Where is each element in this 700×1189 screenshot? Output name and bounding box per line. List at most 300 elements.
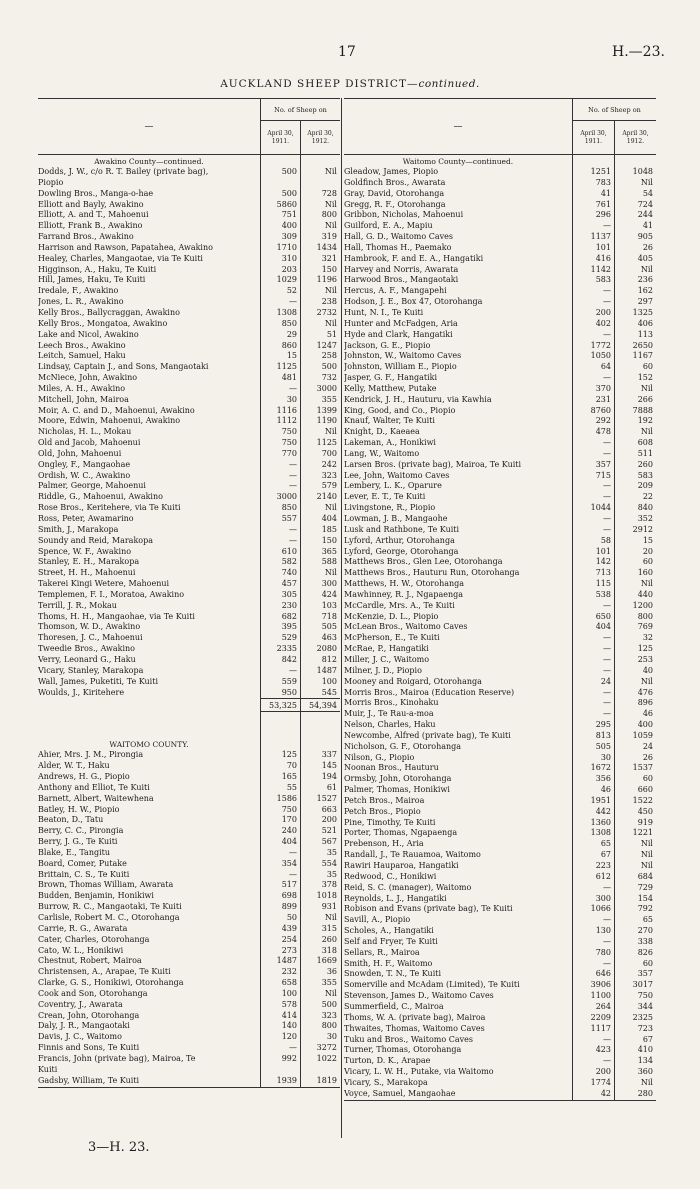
sheep-1912: 1125: [316, 438, 337, 448]
sheep-1911: 1050: [590, 351, 611, 361]
table-row: [38, 1000, 340, 1011]
sheep-1911: 899: [281, 902, 297, 912]
sheep-1911: —: [289, 524, 297, 534]
sheep-1912: 1247: [316, 340, 337, 350]
owner-name: Thoresen, J. C., Mahoenui: [38, 633, 143, 643]
owner-name: Ordish, W. C., Awakino: [38, 470, 131, 480]
sheep-1912: 280: [637, 1088, 653, 1098]
sheep-1911: 24: [600, 676, 611, 686]
table-row: [38, 601, 340, 612]
table-row: [344, 373, 656, 384]
sheep-1912: 2080: [316, 644, 337, 654]
owner-name: Carlisle, Robert M. C., Otorohanga: [38, 913, 180, 922]
table-row: [344, 481, 656, 492]
sheep-1912: 545: [321, 687, 337, 697]
table-row: [344, 1002, 656, 1013]
owner-name: Lowman, J. B., Mangaohe: [344, 514, 448, 523]
sheep-1911: —: [603, 915, 611, 925]
sheep-1911: 395: [281, 622, 297, 632]
table-row: [38, 783, 340, 794]
table-row: [38, 1043, 340, 1054]
table-row: [344, 915, 656, 926]
sheep-1912: 154: [637, 893, 653, 903]
sheep-1912: 253: [637, 654, 653, 664]
sheep-1911: 292: [595, 416, 611, 426]
sheep-1912: 185: [321, 524, 337, 534]
table-row: [38, 514, 340, 525]
owner-name: Miller, J. C., Waitomo: [344, 654, 430, 664]
sheep-1912: 1522: [632, 795, 653, 805]
sheep-1912: 660: [637, 785, 653, 795]
table-row: [344, 894, 656, 905]
sheep-1912: 100: [321, 676, 337, 686]
sheep-1912: 405: [637, 253, 653, 263]
sheep-1912: 3017: [632, 980, 653, 990]
sheep-1911: 1308: [276, 307, 297, 317]
owner-name: Hill, James, Haku, Te Kuiti: [38, 275, 146, 285]
table-row: [344, 1013, 656, 1024]
sheep-1911: 1137: [590, 232, 611, 242]
sheep-1912: 505: [321, 622, 337, 632]
sheep-1912: Nil: [640, 264, 653, 274]
sheep-1912: 46: [642, 709, 653, 719]
sheep-1911: 115: [595, 579, 611, 589]
owner-name: Knight, D., Kaeaea: [344, 427, 420, 437]
owner-name: Jackson, G. E., Piopio: [344, 340, 431, 350]
sheep-1911: 46: [600, 785, 611, 795]
sheep-1911: 416: [595, 253, 611, 263]
table-row: [344, 818, 656, 829]
owner-name: Thoms, W. A. (private bag), Mairoa: [344, 1012, 486, 1022]
owner-name: Nicholson, G. F., Otorohanga: [344, 741, 462, 751]
sheep-1912: 800: [321, 210, 337, 220]
table-row: [38, 826, 340, 837]
table-row: [344, 677, 656, 688]
table-row: [38, 373, 340, 384]
owner-name: Harwood Bros., Mangaotaki: [344, 275, 459, 285]
owner-name: Leech Bros., Awakino: [38, 340, 126, 350]
sheep-1911: 850: [281, 318, 297, 328]
sheep-1912: 1190: [316, 416, 337, 426]
sheep-1911: 300: [595, 893, 611, 903]
sheep-1912: 500: [321, 999, 337, 1009]
table-row: [38, 243, 340, 254]
owner-name: Palmer, Thomas, Honikiwi: [344, 785, 450, 795]
sheep-1911: 231: [595, 394, 611, 404]
sheep-1911: 1117: [590, 1023, 611, 1033]
owner-name: Berry, J. G., Te Kuiti: [38, 837, 118, 847]
sheep-1912: 1527: [316, 793, 337, 803]
sheep-1912: 160: [637, 568, 653, 578]
sheep-1911: 29: [286, 329, 297, 339]
table-row: [344, 980, 656, 991]
owner-name: Terrill, J. R., Mokau: [38, 600, 117, 610]
table-row: [38, 644, 340, 655]
table-row: [344, 807, 656, 818]
table-row: [344, 644, 656, 655]
sheep-1911: 3906: [590, 980, 611, 990]
owner-name: Summerfield, C., Mairoa: [344, 1001, 444, 1011]
sheep-1911: 770: [281, 448, 297, 458]
owner-name: Lindsay, Captain J., and Sons, Mangaotaki: [38, 362, 209, 372]
sheep-1911: 612: [595, 871, 611, 881]
sheep-1912: 663: [321, 804, 337, 814]
owner-name: Vicary, S., Marakopa: [344, 1077, 428, 1087]
owner-name: Berry, C. C., Pirongia: [38, 826, 124, 836]
table-row: [38, 633, 340, 644]
owner-name: Mooney and Roigard, Otorohanga: [344, 676, 482, 686]
sheep-1911: —: [603, 438, 611, 448]
table-row: [38, 362, 340, 373]
sheep-1911: 500: [281, 188, 297, 198]
table-row: [38, 297, 340, 308]
owner-name: Farrand Bros., Awakino: [38, 232, 134, 242]
sheep-1911: 65: [600, 839, 611, 849]
table-row: [344, 926, 656, 937]
sheep-1912: 65: [642, 915, 653, 925]
owner-name: Batley, H. W., Piopio: [38, 804, 120, 814]
owner-name: Matthews, H. W., Otorohanga: [344, 579, 465, 589]
header-blank: —: [453, 122, 463, 132]
sheep-1911: 578: [281, 999, 297, 1009]
sheep-1911: 1586: [276, 793, 297, 803]
owner-name: Larsen Bros. (private bag), Mairoa, Te Kuiti: [344, 459, 522, 469]
sheep-1911: 1125: [276, 362, 297, 372]
table-row: [344, 406, 656, 417]
header-blank: —: [144, 122, 154, 132]
sheep-1912: 36: [326, 967, 337, 977]
owner-name: Templemen, F. I., Moratoa, Awakino: [38, 589, 185, 599]
table-row: [344, 286, 656, 297]
owner-name: Guilford, E. A., Mapiu: [344, 221, 433, 231]
owner-name: Harrison and Rawson, Papatahea, Awakino: [38, 242, 213, 252]
owner-name: Hodson, J. E., Box 47, Otorohanga: [344, 297, 483, 307]
table-row: [38, 761, 340, 772]
table-row: [38, 891, 340, 902]
table-row: [38, 750, 340, 761]
owner-name: Robison and Evans (private bag), Te Kuiti: [344, 904, 513, 914]
sheep-1912: 826: [637, 947, 653, 957]
table-row: [38, 848, 340, 859]
sheep-1912: Nil: [640, 579, 653, 589]
sheep-1912: Nil: [324, 221, 337, 231]
owner-name: Gregg, R. F., Otorohanga: [344, 199, 446, 209]
header-col-1912: April 30, 1912.: [614, 121, 656, 154]
sheep-1911: 658: [281, 978, 297, 988]
table-row: [38, 688, 340, 699]
sheep-1911: 264: [595, 1001, 611, 1011]
sheep-1912: 1819: [316, 1075, 337, 1085]
owner-name: Rose Bros., Keritehere, via Te Kuiti: [38, 503, 181, 513]
sheep-1912: Nil: [640, 383, 653, 393]
table-row: [344, 568, 656, 579]
sheep-1911: 1112: [276, 416, 297, 426]
sheep-1912: 511: [637, 448, 653, 458]
owner-name: Dodds, J. W., c/o R. T. Bailey (private bag),: [38, 167, 209, 176]
owner-name: Hercus, A. F., Mangapehi: [344, 286, 447, 296]
owner-name: Goldfinch Bros., Awarata: [344, 177, 446, 187]
table-row: [38, 902, 340, 913]
table-row: [38, 677, 340, 688]
table-row: [38, 232, 340, 243]
owner-name: Ahier, Mrs. J. M., Pirongia: [38, 750, 144, 760]
owner-name: Verry, Leonard G., Haku: [38, 654, 136, 664]
sheep-1911: 100: [281, 988, 297, 998]
sheep-1912: Nil: [640, 177, 653, 187]
owner-name: Thwaites, Thomas, Waitomo Caves: [344, 1023, 485, 1033]
owner-name: Daly, J. R., Mangaotaki: [38, 1021, 130, 1031]
sheep-1912: 729: [637, 882, 653, 892]
sheep-1912: 1196: [316, 275, 337, 285]
sheep-1911: 439: [281, 923, 297, 933]
table-row: [344, 200, 656, 211]
sheep-1912: 26: [642, 752, 653, 762]
table-row: [38, 536, 340, 547]
owner-name: Barnett, Albert, Waitewhena: [38, 793, 154, 803]
sheep-1911: 713: [595, 568, 611, 578]
sheep-1911: 357: [595, 459, 611, 469]
table-row: [344, 666, 656, 677]
sheep-1911: 41: [600, 188, 611, 198]
table-row: [38, 406, 340, 417]
table-row: [344, 1035, 656, 1046]
sheep-1912: 113: [637, 329, 653, 339]
sheep-1911: 860: [281, 340, 297, 350]
sheep-1912: 1059: [632, 730, 653, 740]
owner-name: Livingstone, R., Piopio: [344, 503, 436, 513]
sheep-1912: 463: [321, 633, 337, 643]
table-row: [38, 837, 340, 848]
sheep-1911: 1100: [590, 991, 611, 1001]
sheep-1912: 321: [321, 253, 337, 263]
owner-name: Redwood, C., Honikiwi: [344, 871, 437, 881]
owner-name: Miles, A. H., Awakino: [38, 383, 126, 393]
owner-name: Nicholas, H. L., Mokau: [38, 427, 132, 437]
sheep-1912: Nil: [324, 503, 337, 513]
section-total: [38, 698, 340, 712]
sheep-1912: 3000: [316, 383, 337, 393]
sheep-1911: —: [603, 698, 611, 708]
sheep-1911: 64: [600, 362, 611, 372]
sheep-1911: —: [603, 633, 611, 643]
sheep-1912: 338: [637, 936, 653, 946]
sheep-1912: 270: [637, 926, 653, 936]
sheep-1912: 60: [642, 362, 653, 372]
column-rule: [300, 155, 301, 1087]
sheep-1911: —: [603, 373, 611, 383]
sheep-1912: 319: [321, 232, 337, 242]
owner-name: Matthews Bros., Glen Lee, Otorohanga: [344, 557, 503, 567]
table-row: [344, 189, 656, 200]
header-group-label: No. of Sheep on: [260, 99, 340, 121]
sheep-1912: 3272: [316, 1043, 337, 1053]
owner-name: Francis, John (private bag), Mairoa, Te: [38, 1053, 196, 1063]
table-row: [344, 254, 656, 265]
table-row: [38, 438, 340, 449]
table-row: [344, 471, 656, 482]
owner-name: Petch Bros., Mairoa: [344, 795, 425, 805]
sheep-1911: 478: [595, 427, 611, 437]
sheep-1912: 35: [326, 847, 337, 857]
sheep-1912: 2140: [316, 492, 337, 502]
sheep-1911: 1251: [590, 167, 611, 176]
table-row: [38, 967, 340, 978]
owner-name: McCardle, Mrs. A., Te Kuiti: [344, 600, 455, 610]
table-row: [344, 774, 656, 785]
owner-name: Burrow, R. C., Mangaotaki, Te Kuiti: [38, 902, 182, 912]
table-row: [344, 243, 656, 254]
table-row: [344, 536, 656, 547]
owner-name: Vicary, Stanley, Marakopa: [38, 665, 144, 675]
owner-name: McRae, P., Hangatiki: [344, 644, 429, 654]
sheep-1912: 608: [637, 438, 653, 448]
table-row: [344, 395, 656, 406]
owner-name: Lyford, Arthur, Otorohanga: [344, 535, 455, 545]
owner-name: Coventry, J., Awarata: [38, 999, 123, 1009]
sheep-1912: Nil: [324, 427, 337, 437]
sheep-1912: 238: [321, 297, 337, 307]
sheep-1911: 140: [281, 1021, 297, 1031]
sheep-1912: 103: [321, 600, 337, 610]
owner-name: Crean, John, Otorohanga: [38, 1010, 140, 1020]
owner-name: Palmer, George, Mahoenui: [38, 481, 146, 491]
sheep-1911: 42: [600, 1088, 611, 1098]
owner-name: Brittain, C. S., Te Kuiti: [38, 869, 130, 879]
table-row: [344, 969, 656, 980]
sheep-1912: Nil: [640, 861, 653, 870]
sheep-1912: 684: [637, 871, 653, 881]
sheep-1911: —: [603, 687, 611, 697]
sheep-1911: 950: [281, 687, 297, 697]
sheep-1911: 232: [281, 967, 297, 977]
sheep-1912: 476: [637, 687, 653, 697]
sheep-1912: 315: [321, 923, 337, 933]
table-row: [344, 1078, 656, 1089]
owner-name: Ross, Peter, Awamarino: [38, 514, 134, 523]
sheep-1911: 58: [600, 535, 611, 545]
owner-name: Christensen, A., Arapae, Te Kuiti: [38, 967, 171, 977]
owner-name: Finnis and Sons, Te Kuiti: [38, 1043, 140, 1053]
sheep-1911: 750: [281, 438, 297, 448]
sheep-1912: 500: [321, 362, 337, 372]
sheep-1911: —: [289, 383, 297, 393]
sheep-1911: 500: [281, 167, 297, 176]
owner-name: Healey, Charles, Mangaotae, via Te Kuiti: [38, 253, 203, 263]
owner-name: Harvey and Norris, Awarata: [344, 264, 459, 274]
table-row: [38, 481, 340, 492]
sheep-1912: 194: [321, 772, 337, 782]
sheep-1912: 410: [637, 1045, 653, 1055]
sheep-1912: 406: [637, 318, 653, 328]
sheep-1912: 7888: [632, 405, 653, 415]
sheep-1912: 30: [326, 1032, 337, 1042]
owner-name: Chestnut, Robert, Mairoa: [38, 956, 142, 966]
total-1911: 53,325: [260, 698, 300, 712]
owner-name: Gray, David, Otorohanga: [344, 188, 445, 198]
sheep-1911: —: [603, 492, 611, 502]
sheep-1911: 310: [281, 253, 297, 263]
table-row: [344, 991, 656, 1002]
sheep-1911: 992: [281, 1053, 297, 1063]
sheep-1911: 356: [595, 774, 611, 784]
table-row: [344, 525, 656, 536]
sheep-1912: 554: [321, 858, 337, 868]
sheep-1911: 715: [595, 470, 611, 480]
sheep-1912: 2650: [632, 340, 653, 350]
sheep-1912: 244: [637, 210, 653, 220]
table-row: [344, 1024, 656, 1035]
left-table: [38, 98, 340, 1088]
sheep-1911: 8760: [590, 405, 611, 415]
sheep-1912: 378: [321, 880, 337, 890]
table-row: [38, 210, 340, 221]
table-row: [344, 351, 656, 362]
sheep-1912: 200: [321, 815, 337, 825]
table-row: [38, 579, 340, 590]
sheep-1912: 337: [321, 750, 337, 760]
sheep-1911: 230: [281, 600, 297, 610]
sheep-1912: 2912: [632, 524, 653, 534]
table-row: [344, 742, 656, 753]
sheep-1911: —: [603, 709, 611, 719]
owner-name: Tuku and Bros., Waitomo Caves: [344, 1034, 473, 1044]
sheep-1911: —: [603, 481, 611, 491]
owner-name: Noonan Bros., Hauturu: [344, 763, 439, 773]
table-row: [344, 872, 656, 883]
sheep-1912: Nil: [640, 427, 653, 437]
owner-name: Pine, Timothy, Te Kuiti: [344, 817, 436, 827]
table-row: [38, 557, 340, 568]
sheep-1912: 1221: [632, 828, 653, 838]
sheep-1911: 200: [595, 307, 611, 317]
sheep-1912: 2732: [316, 307, 337, 317]
table-row: [38, 815, 340, 826]
sheep-1912: 1167: [632, 351, 653, 361]
owner-name: Elliott and Bayly, Awakino: [38, 199, 144, 209]
sheep-1911: 305: [281, 589, 297, 599]
total-label-blank: [38, 698, 260, 712]
sheep-1911: —: [603, 958, 611, 968]
sheep-1912: 67: [642, 1034, 653, 1044]
owner-name: Blake, E., Tangitu: [38, 847, 111, 857]
owner-name: Thomson, W. D., Awakino: [38, 622, 141, 632]
sheep-1912: 1048: [632, 167, 653, 176]
header-col-1912: April 30, 1912.: [300, 121, 340, 154]
table-row: [38, 254, 340, 265]
table-row: [344, 178, 656, 189]
sheep-1912: 919: [637, 817, 653, 827]
sheep-1912: 2325: [632, 1012, 653, 1022]
sheep-1912: 26: [642, 242, 653, 252]
table-body: [38, 155, 340, 1087]
sheep-1912: 588: [321, 557, 337, 567]
sheep-1912: 728: [321, 188, 337, 198]
sheep-1911: 740: [281, 568, 297, 578]
sheep-1911: 761: [595, 199, 611, 209]
sheep-1912: 318: [321, 945, 337, 955]
owner-name: Lang, W., Waitomo: [344, 448, 420, 458]
sheep-1911: 52: [286, 286, 297, 296]
owner-name: Hambrook, F. and E. A., Hangatiki: [344, 253, 484, 263]
table-row: [38, 568, 340, 579]
sheep-1912: 718: [321, 611, 337, 621]
sheep-1912: 360: [637, 1067, 653, 1077]
owner-name: Dowling Bros., Manga-o-hae: [38, 188, 154, 198]
table-row: [38, 1011, 340, 1022]
table-row: [38, 319, 340, 330]
sheep-1912: 260: [321, 934, 337, 944]
sheep-1912: 357: [637, 969, 653, 979]
